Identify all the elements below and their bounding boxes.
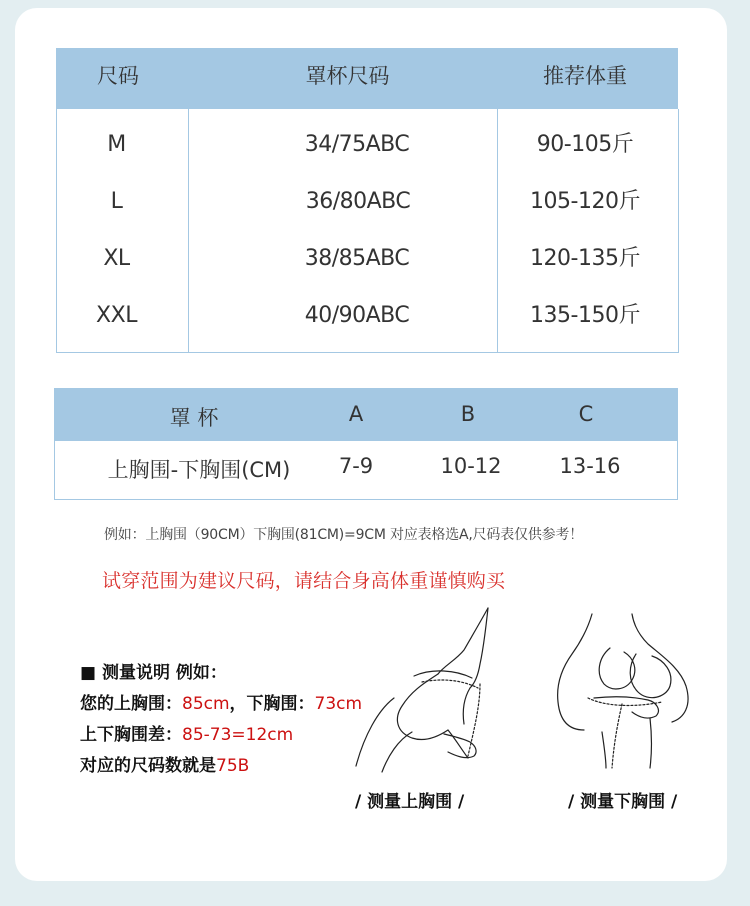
row-2-weight: 105-120斤 [530,189,640,214]
range-c: 13-16 [559,454,621,478]
measure-heading: ■ 测量说明 例如： [80,663,227,683]
row-2-cup: 36/80ABC [305,189,411,214]
size-table-header [56,48,678,109]
measure-line-3 [80,751,362,782]
upper-bust-value: 85cm [182,694,230,714]
row-4-cup: 40/90ABC [304,303,410,328]
lower-bust-illustration [552,612,698,770]
row-4-weight: 135-150斤 [530,303,640,328]
row-1-weight: 90-105斤 [536,132,634,157]
cup-header-label: 罩 杯 [169,406,219,430]
measurement-instructions [80,658,362,782]
range-a: 7-9 [338,454,374,478]
row-3-cup: 38/85ABC [304,246,410,271]
example-note: 例如：上胸围（90CM）下胸围(81CM)=9CM 对应表格选A,尺码表仅供参考！ [104,527,584,543]
row-3-weight: 120-135斤 [530,246,640,271]
result-label: 对应的尺码数就是 [80,756,216,776]
cup-table-body [54,441,678,500]
row-3-size: XL [103,246,130,271]
lower-bust-value: 73cm [314,694,363,714]
difference-value: 85-73=12cm [182,725,294,745]
header-cup-size: 罩杯尺码 [305,64,390,88]
row-2-size: L [110,189,123,214]
result-value: 75B [216,756,250,776]
cup-table [54,388,678,500]
size-table [56,48,679,353]
difference-label: 上下胸围差： [80,725,182,745]
measure-line-2 [80,720,362,751]
cup-b: B [460,402,476,426]
upper-bust-label: 您的上胸围： [80,694,182,714]
size-warning: 试穿范围为建议尺码，请结合身高体重谨慎购买 [102,570,506,592]
row-4-size: XXL [96,303,137,328]
cup-c: C [578,402,594,426]
range-b: 10-12 [440,454,502,478]
measure-line-1 [80,689,362,720]
header-size: 尺码 [97,64,139,88]
row-1-size: M [107,132,126,157]
cup-table-header [54,388,678,441]
cup-row-label: 上胸围-下胸围(CM) [107,458,291,482]
upper-bust-illustration [352,606,512,774]
lower-bust-label: ，下胸围： [229,694,315,714]
caption-lower-bust: / 测量下胸围 / [568,792,678,812]
row-1-cup: 34/75ABC [304,132,410,157]
header-weight: 推荐体重 [543,64,627,88]
caption-upper-bust: / 测量上胸围 / [355,792,465,812]
cup-a: A [348,402,364,426]
